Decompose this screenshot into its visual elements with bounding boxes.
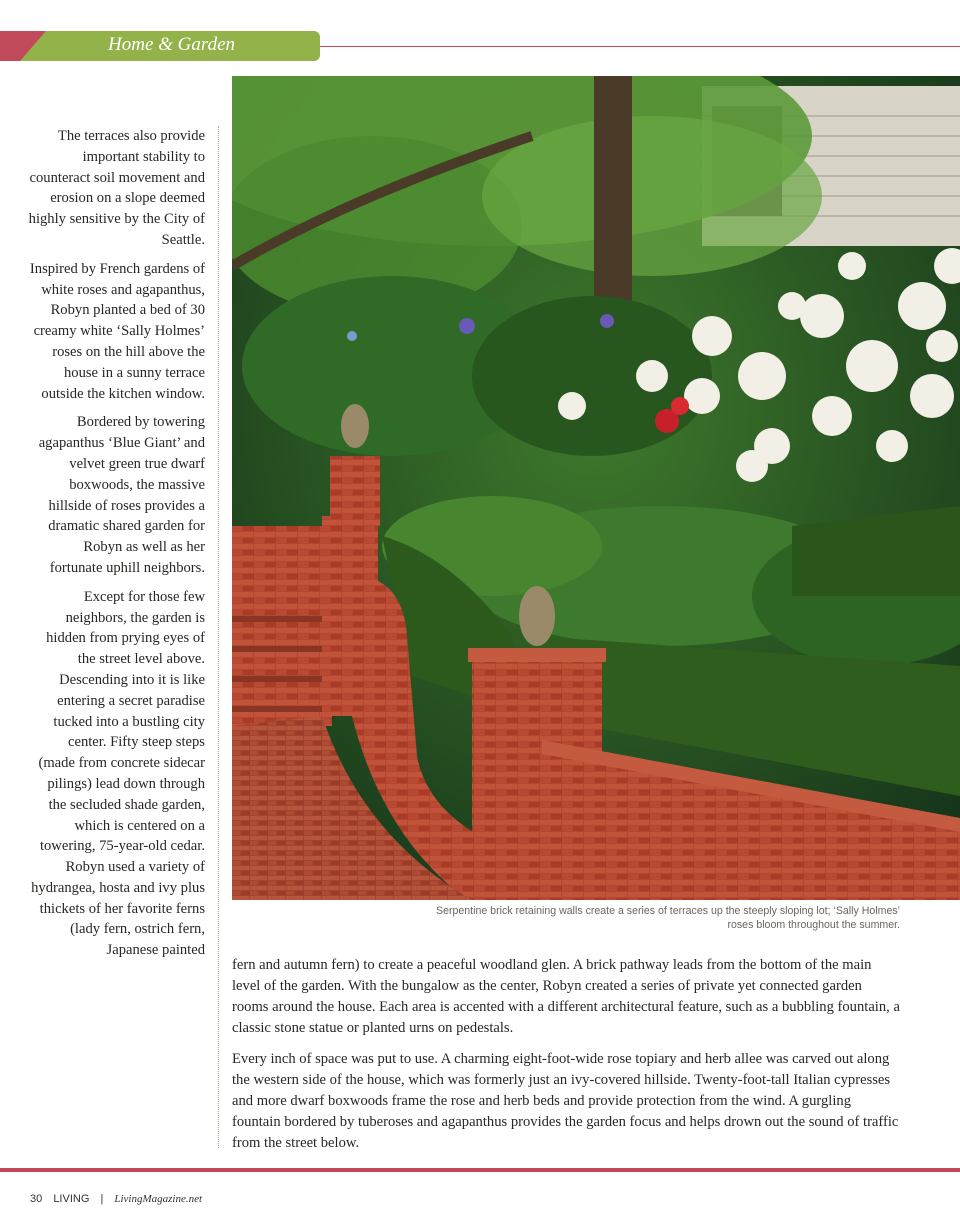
garden-photo xyxy=(232,76,960,900)
page-number: 30 xyxy=(30,1193,43,1205)
body-paragraph: fern and autumn fern) to create a peaceful woodland glen. A brick pathway leads from the bottom of the main level of the garden. With the bungalow as the center, Robyn created a series of private yet connected garden rooms around the house. Each area is accented with a different architectural feature, such as a bubbling fountain, a classic stone statue or planted urns on pedestals. xyxy=(232,957,900,1036)
body-paragraph: Inspired by French gardens of white roses and agapanthus, Robyn planted a bed of 30 creamy white ‘Sally Holmes’ roses on the hill above the house in a sunny terrace outside the kitchen window. xyxy=(29,260,205,402)
magazine-name: LIVING xyxy=(53,1193,90,1205)
body-paragraph: Except for those few neighbors, the garden is hidden from prying eyes of the street level above. Descending into it is like entering a secret paradise tucked into a bustling city center. Fifty steep steps (made from concrete sidecar pilings) lead down through the secluded shade garden, which is centered on a towering, 75-year-old cedar. Robyn used a variety of hydrangea, hosta and ivy plus thickets of her favorite ferns (lady fern, ostrich fern, Japanese painted xyxy=(31,588,205,959)
body-paragraph: Every inch of space was put to use. A charming eight-foot-wide rose topiary and herb allee was carved out along the western side of the house, which was formerly just an ivy-covered hillside. Twenty-foot-tall Italian cypresses and more dwarf boxwoods frame the rose and herb beds and provide protection from the wind. A gurgling fountain bordered by tuberoses and agapanthus provides the garden focus and helps drown out the sound of traffic from the street below. xyxy=(232,1051,899,1151)
page-footer xyxy=(30,1192,210,1206)
footer-rule xyxy=(0,1168,960,1172)
footer-separator: | xyxy=(100,1193,104,1205)
main-text xyxy=(232,955,902,1164)
body-paragraph: Bordered by towering agapanthus ‘Blue Giant’ and velvet green true dwarf boxwoods, the massive hillside of roses provides a dramatic shared garden for Robyn as well as her fortunate uphill neighbors. xyxy=(38,414,205,576)
header-rule xyxy=(320,46,960,47)
photo-caption: Serpentine brick retaining walls create a series of terraces up the steeply sloping lot; ‘Sally Holmes’ roses bloom throughout the summer. xyxy=(436,905,900,931)
section-title: Home & Garden xyxy=(108,34,235,55)
website-link[interactable]: LivingMagazine.net xyxy=(114,1193,203,1205)
body-paragraph: The terraces also provide important stability to counteract soil movement and erosion on a slope deemed highly sensitive by the City of Seattle. xyxy=(28,128,205,248)
column-divider xyxy=(218,126,219,1148)
left-column xyxy=(28,126,205,969)
